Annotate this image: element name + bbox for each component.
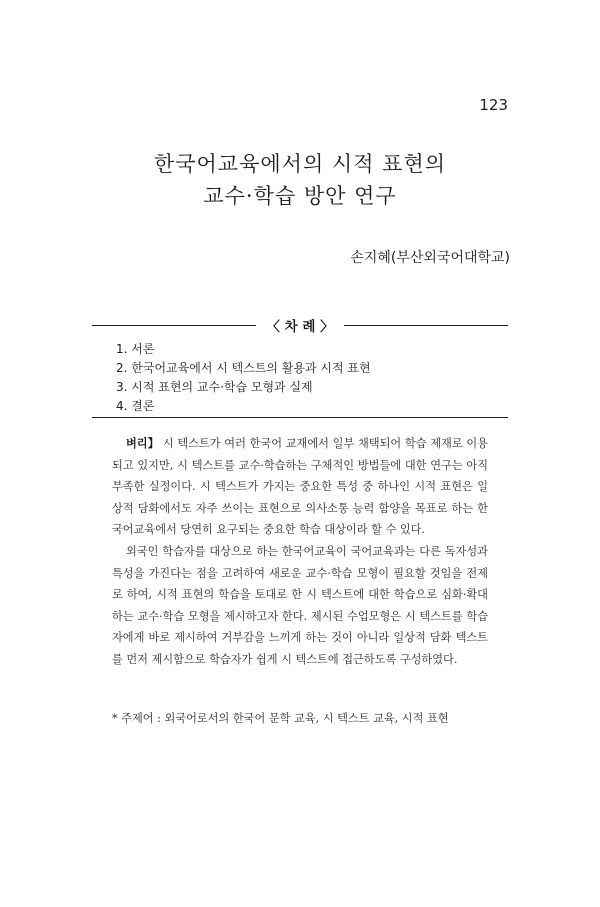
abstract-paragraph-1-text: 시 텍스트가 여러 한국어 교재에서 일부 채택되어 학습 제재로 이용되고 있지만, 시 텍스트를 교수·학습하는 구체적인 방법들에 대한 연구는 아직 부족한 실정이다. 시 텍스트가 가지는 중요한 특성 중 하나인 시적 표현은 일상적 담화에서도 자주 쓰이는 표현으로 의사소통 능력 함양을 목표로 하는 한국어교육에서 당연히 요구되는 중요한 학습 대상이라 할 수 있다. (112, 437, 488, 537)
toc-item: 2. 한국어교육에서 시 텍스트의 활용과 시적 표현 (116, 361, 371, 375)
table-of-contents (116, 340, 371, 416)
abstract-lead: 벼리】 (126, 437, 160, 450)
page-number: 123 (479, 96, 508, 114)
toc-heading: 〈 차 례 〉 (266, 319, 334, 335)
toc-item: 4. 결론 (116, 399, 155, 413)
toc-item: 3. 시적 표현의 교수·학습 모형과 실제 (116, 380, 313, 394)
abstract-paragraph-1 (112, 433, 488, 541)
abstract (112, 433, 488, 671)
toc-header (92, 315, 508, 335)
title-line-1: 한국어교육에서의 시적 표현의 (153, 152, 447, 176)
keywords: * 주제어 : 외국어로서의 한국어 문학 교육, 시 텍스트 교육, 시적 표현 (112, 712, 449, 725)
toc-header-rule-right (344, 325, 508, 326)
toc-header-rule-left (92, 325, 256, 326)
abstract-paragraph-2: 외국인 학습자를 대상으로 하는 한국어교육이 국어교육과는 다른 독자성과 특성을 가진다는 점을 고려하여 새로운 교수·학습 모형이 필요할 것임을 전제로 하여, 시적 표현의 학습을 토대로 한 시 텍스트에 대한 학습으로 심화·확대하는 교수·학습 모형을 제시하고자 한다. 제시된 수업모형은 시 텍스트를 학습자에게 바로 제시하여 거부감을 느끼게 하는 것이 아니라 일상적 담화 텍스트를 먼저 제시함으로 학습자가 쉽게 시 텍스트에 접근하도록 구성하였다. (112, 544, 488, 666)
toc-item: 1. 서론 (116, 342, 155, 356)
toc-divider (92, 417, 508, 418)
title-line-2: 교수·학습 방안 연구 (203, 184, 397, 208)
paper-title (0, 148, 600, 212)
author-affiliation: 손지혜(부산외국어대학교) (350, 250, 510, 266)
